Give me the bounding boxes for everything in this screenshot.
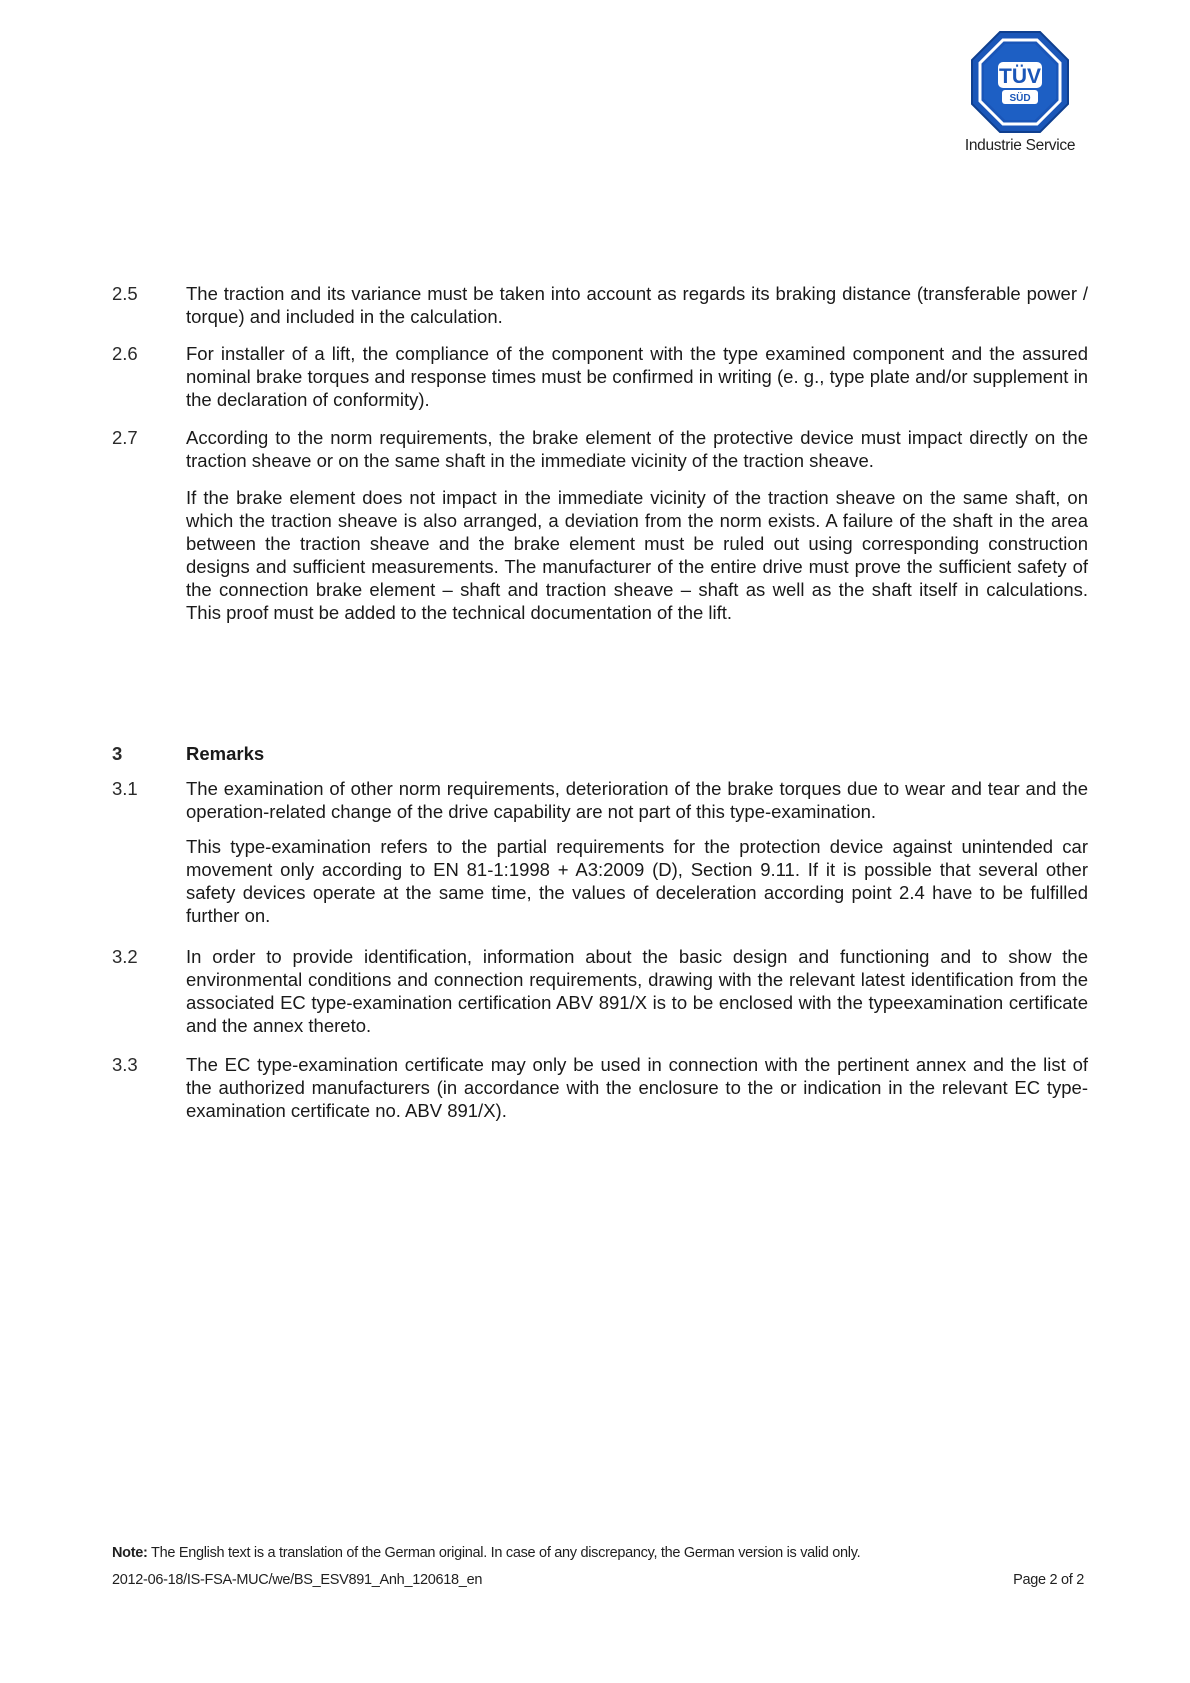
footer-note-text: The English text is a translation of the German original. In case of any discrepancy, the German version is valid only. [147, 1545, 861, 1561]
heading-title: Remarks [186, 743, 265, 764]
section-text: According to the norm requirements, the brake element of the protective device must impact directly on the traction sheave or on the same shaft in the immediate vicinity of the traction sheave. [186, 427, 1088, 471]
section-3-1 [112, 777, 1092, 937]
section-paragraph: If the brake element does not impact in the immediate vicinity of the traction sheave on the same shaft, on which the traction sheave is also arranged, a deviation from the norm exists. A failure of the shaft in the area between the traction sheave and the brake element must be ruled out using corresponding construction designs and sufficient measurements. The manufacturer of the entire drive must prove the sufficient safety of the connection brake element – shaft and traction sheave – shaft as well as the shaft itself in calculations. This proof must be added to the technical documentation of the lift. [186, 487, 1088, 623]
section-number: 3.1 [112, 778, 138, 799]
section-2-5 [112, 282, 1092, 332]
section-text: In order to provide identification, information about the basic design and functioning and to show the environmental conditions and connection requirements, drawing with the relevant latest identification from the associated EC type-examination certification ABV 891/X is to be enclosed with the typeexamination certificate and the annex thereto. [186, 946, 1088, 1036]
section-text: The traction and its variance must be taken into account as regards its braking distance (transferable power / torque) and included in the calculation. [186, 283, 1088, 327]
section-3-3 [112, 1053, 1092, 1125]
tuv-sud-logo-icon [970, 30, 1070, 134]
footer-note [112, 1545, 860, 1561]
section-2-7 [112, 426, 1092, 646]
logo-top-text: TÜV [999, 65, 1041, 88]
section-text: The examination of other norm requirements, deterioration of the brake torques due to wear and tear and the operation-related change of the drive capability are not part of this type-examination. [186, 778, 1088, 822]
footer-note-label: Note: [112, 1545, 148, 1561]
section-number: 2.5 [112, 283, 138, 304]
page-number: Page 2 of 2 [1013, 1572, 1084, 1588]
section-3-heading [112, 742, 1092, 768]
section-number: 2.6 [112, 343, 138, 364]
heading-number: 3 [112, 743, 123, 764]
section-paragraph: This type-examination refers to the partial requirements for the protection device against unintended car movement only according to EN 81-1:1998 + A3:2009 (D), Section 9.11. If it is possible that several other safety devices operate at the same time, the values of deceleration according point 2.4 have to be fulfilled further on. [186, 836, 1088, 926]
section-text: The EC type-examination certificate may only be used in connection with the pertinent annex and the list of the authorized manufacturers (in accordance with the enclosure to the or indication in the relevant EC type-examination certificate no. ABV 891/X). [186, 1054, 1088, 1121]
section-number: 3.2 [112, 946, 138, 967]
footer-reference: 2012-06-18/IS-FSA-MUC/we/BS_ESV891_Anh_120618_en [112, 1572, 483, 1588]
logo-bottom-text: SÜD [1009, 93, 1031, 104]
section-2-6 [112, 342, 1092, 414]
logo-caption: Industrie Service [964, 137, 1076, 154]
section-number: 2.7 [112, 427, 138, 448]
section-number: 3.3 [112, 1054, 138, 1075]
section-text: For installer of a lift, the compliance of the component with the type examined component and the assured nominal brake torques and response times must be confirmed in writing (e. g., type plate and/or supplement in the declaration of conformity). [186, 343, 1088, 410]
section-3-2 [112, 945, 1092, 1041]
